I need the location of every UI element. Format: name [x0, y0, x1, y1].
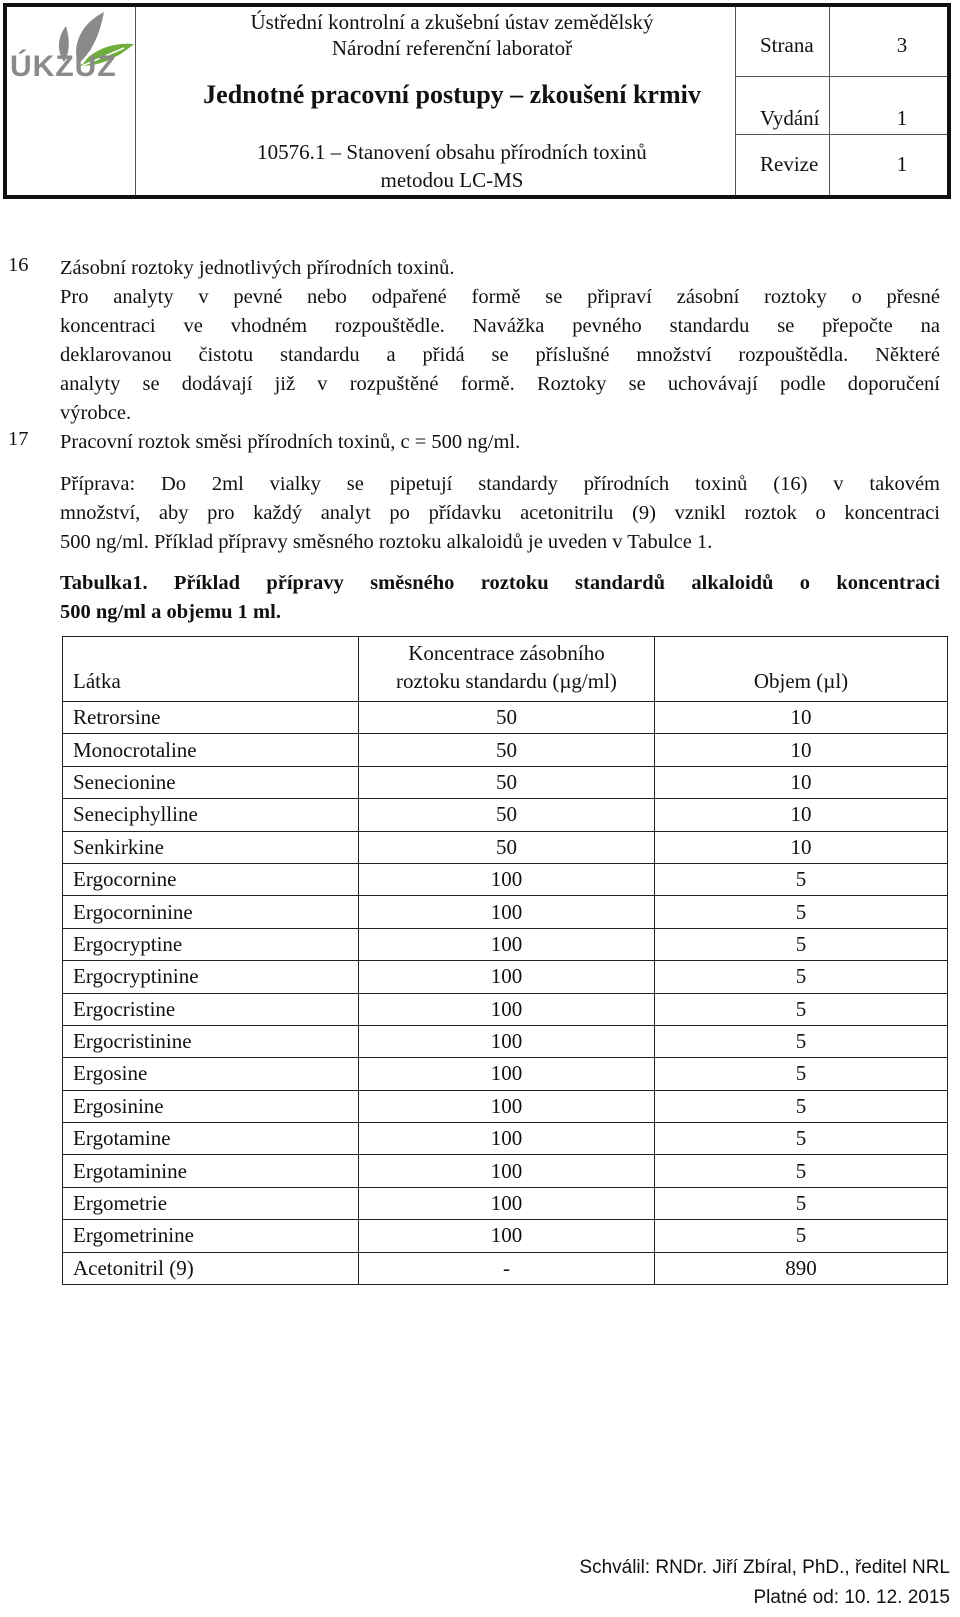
cell-concentration: 100 — [359, 863, 655, 895]
header-concentration-line1: Koncentrace zásobního — [408, 641, 605, 665]
page-label: Strana — [760, 33, 814, 57]
revision-number: 1 — [896, 152, 908, 176]
table-row — [63, 1220, 948, 1252]
header-divider — [829, 7, 830, 195]
header-volume: Objem (µl) — [655, 637, 948, 702]
cell-volume: 5 — [655, 1090, 948, 1122]
cell-concentration: 50 — [359, 702, 655, 734]
edition-label: Vydání — [760, 106, 820, 130]
cell-concentration: 100 — [359, 1220, 655, 1252]
table-row — [63, 1090, 948, 1122]
paragraph-line: výrobce. — [60, 402, 132, 424]
laboratory-name: Národní referenční laboratoř — [331, 36, 573, 60]
cell-substance: Seneciphylline — [63, 799, 359, 831]
cell-volume: 10 — [655, 766, 948, 798]
valid-from: Platné od: 10. 12. 2015 — [753, 1587, 950, 1608]
cell-volume: 5 — [655, 1025, 948, 1057]
cell-volume: 10 — [655, 799, 948, 831]
cell-volume: 5 — [655, 993, 948, 1025]
table-row — [63, 1252, 948, 1284]
page-number: 3 — [896, 33, 908, 57]
cell-volume: 5 — [655, 896, 948, 928]
method-title-line1: 10576.1 – Stanovení obsahu přírodních toxinů — [257, 140, 647, 164]
cell-concentration: 50 — [359, 734, 655, 766]
header-concentration — [359, 637, 655, 702]
revision-label: Revize — [760, 152, 819, 176]
cell-substance: Senecionine — [63, 766, 359, 798]
table-row — [63, 896, 948, 928]
cell-concentration: 100 — [359, 928, 655, 960]
cell-substance: Ergotamine — [63, 1123, 359, 1155]
cell-concentration: 100 — [359, 961, 655, 993]
table-caption: 500 ng/ml a objemu 1 ml. — [60, 601, 281, 623]
cell-volume: 5 — [655, 1123, 948, 1155]
paragraph-line: koncentraci ve vhodném rozpouštědle. Navážka pevného standardu se přepočte na — [60, 315, 940, 337]
cell-concentration: - — [359, 1252, 655, 1284]
table-row — [63, 1123, 948, 1155]
cell-substance: Ergocorninine — [63, 896, 359, 928]
logo-text: ÚKZÚZ — [10, 50, 117, 83]
paragraph-line: Pro analyty v pevné nebo odpařené formě se připraví zásobní roztoky o přesné — [60, 286, 940, 308]
table-row — [63, 1058, 948, 1090]
table-row — [63, 799, 948, 831]
cell-volume: 5 — [655, 1187, 948, 1219]
paragraph-line: analyty se dodávají již v rozpuštěné formě. Roztoky se uchovávají podle doporučení — [60, 373, 940, 395]
header-concentration-line2: roztoku standardu (µg/ml) — [396, 669, 617, 693]
section-number: 16 — [8, 254, 29, 276]
cell-substance: Ergocristine — [63, 993, 359, 1025]
cell-concentration: 50 — [359, 766, 655, 798]
cell-concentration: 100 — [359, 896, 655, 928]
table-row — [63, 993, 948, 1025]
alkaloid-table — [62, 636, 948, 1285]
cell-substance: Senkirkine — [63, 831, 359, 863]
edition-number: 1 — [896, 106, 908, 130]
cell-substance: Ergocornine — [63, 863, 359, 895]
section-heading: Zásobní roztoky jednotlivých přírodních toxinů. — [60, 257, 455, 279]
cell-concentration: 100 — [359, 1025, 655, 1057]
paragraph-line: množství, aby pro každý analyt po přídavku acetonitrilu (9) vznikl roztok o koncentraci — [60, 502, 940, 524]
cell-concentration: 100 — [359, 1187, 655, 1219]
cell-concentration: 50 — [359, 799, 655, 831]
table-row — [63, 702, 948, 734]
cell-concentration: 100 — [359, 993, 655, 1025]
cell-concentration: 100 — [359, 1155, 655, 1187]
paragraph-line: 500 ng/ml. Příklad přípravy směsného roztoku alkaloidů je uveden v Tabulce 1. — [60, 531, 713, 553]
cell-substance: Ergosine — [63, 1058, 359, 1090]
cell-substance: Ergometrie — [63, 1187, 359, 1219]
table-row — [63, 928, 948, 960]
header-divider — [735, 134, 947, 135]
cell-substance: Ergocryptinine — [63, 961, 359, 993]
cell-volume: 5 — [655, 1220, 948, 1252]
table-row — [63, 831, 948, 863]
table-row — [63, 1025, 948, 1057]
institution-name: Ústřední kontrolní a zkušební ústav zemědělský — [250, 10, 654, 34]
cell-substance: Ergocristinine — [63, 1025, 359, 1057]
cell-volume: 5 — [655, 1155, 948, 1187]
section-number: 17 — [8, 428, 29, 450]
cell-volume: 5 — [655, 1058, 948, 1090]
cell-concentration: 50 — [359, 831, 655, 863]
cell-substance: Ergotaminine — [63, 1155, 359, 1187]
cell-volume: 10 — [655, 702, 948, 734]
table-row — [63, 766, 948, 798]
cell-substance: Ergosinine — [63, 1090, 359, 1122]
table-row — [63, 961, 948, 993]
cell-substance: Ergocryptine — [63, 928, 359, 960]
cell-substance: Ergometrinine — [63, 1220, 359, 1252]
table-caption: Tabulka1. Příklad přípravy směsného roztoku standardů alkaloidů o koncentraci — [60, 572, 940, 594]
cell-volume: 10 — [655, 734, 948, 766]
ukzuz-logo — [8, 6, 138, 86]
table-row — [63, 734, 948, 766]
cell-concentration: 100 — [359, 1123, 655, 1155]
cell-volume: 10 — [655, 831, 948, 863]
table-row — [63, 1155, 948, 1187]
header-substance: Látka — [63, 637, 359, 702]
approved-by: Schválil: RNDr. Jiří Zbíral, PhD., ředitel NRL — [579, 1557, 950, 1578]
method-title-line2: metodou LC-MS — [380, 168, 524, 192]
cell-concentration: 100 — [359, 1090, 655, 1122]
header-divider — [735, 76, 947, 77]
cell-volume: 890 — [655, 1252, 948, 1284]
cell-concentration: 100 — [359, 1058, 655, 1090]
table-header-row — [63, 637, 948, 702]
cell-volume: 5 — [655, 961, 948, 993]
paragraph-line: Příprava: Do 2ml vialky se pipetují standardy přírodních toxinů (16) v takovém — [60, 473, 940, 495]
cell-volume: 5 — [655, 928, 948, 960]
document-title: Jednotné pracovní postupy – zkoušení krmiv — [203, 80, 701, 109]
table-row — [63, 863, 948, 895]
table-row — [63, 1187, 948, 1219]
section-heading: Pracovní roztok směsi přírodních toxinů, c = 500 ng/ml. — [60, 431, 521, 453]
cell-substance: Monocrotaline — [63, 734, 359, 766]
paragraph-line: deklarovanou čistotu standardu a přidá se příslušné množství rozpouštědla. Některé — [60, 344, 940, 366]
cell-substance: Acetonitril (9) — [63, 1252, 359, 1284]
cell-volume: 5 — [655, 863, 948, 895]
cell-substance: Retrorsine — [63, 702, 359, 734]
